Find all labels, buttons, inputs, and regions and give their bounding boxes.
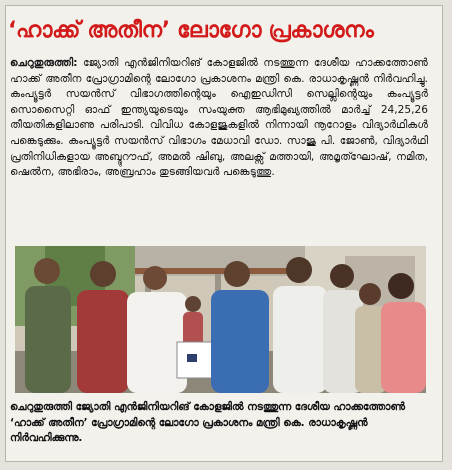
news-photo: [15, 246, 426, 393]
photo-caption: ചെറുതുരുത്തി ജ്യോതി എൻജിനിയറിങ് കോളജിൽ നടത്തുന്ന ദേശീയ ഹാക്കത്തോൺ ‘ഹാക്ക് അതീന’ പ്രോഗ്രാമിന്റെ ലോഗോ പ്രകാശനം മന്ത്രി കെ. രാധാകൃഷ്ണൻ നിർവഹിക്കുന്നു.: [10, 401, 405, 444]
dateline: ചെറുതുരുത്തി:: [10, 57, 78, 69]
article-text: ജ്യോതി എൻജിനിയറിങ് കോളജിൽ നടത്തുന്ന ദേശീയ ഹാക്കത്തോൺ ഹാക്ക് അതീന പ്രോഗ്രാമിന്റെ ലോഗോ പ്രകാശനം മന്ത്രി കെ. രാധാകൃഷ്ണൻ നിർവഹിച്ചു. കംപ്യൂട്ടർ സയൻസ് വിഭാഗത്തിന്റെയും ഐഇഡിസി സെല്ലിന്റെയും കംപ്യൂട്ടർ സൊസൈറ്റി ഓഫ് ഇന്ത്യയുടെയും സംയുക്ത ആഭിമുഖ്യത്തിൽ മാർച്ച് 24,25,26 തീയതികളിലാണു പരിപാടി. വിവിധ കോളജുകളിൽ നിന്നായി നൂറോളം വിദ്യാർഥികൾ പങ്കെടുക്കും. കംപ്യൂട്ടർ സയൻസ് വിഭാഗം മേധാവി ഡോ. സാജു പി. ജോൺ, വിദ്യാർഥി പ്രതിനിധികളായ അബ്ദുറൗഫ്, അമൽ ഷിബു, അലക്സ് മത്തായി, അമൃത്ഘോഷ്, നമിത, ഷെൽന, അഭിരാം, അബ്രഹാം തുടങ്ങിയവർ പങ്കെടുത്തു.: [10, 57, 429, 179]
article-body: [10, 56, 428, 181]
headline: ‘ഹാക്ക് അതീന’ ലോഗോ പ്രകാശനം: [8, 18, 374, 43]
